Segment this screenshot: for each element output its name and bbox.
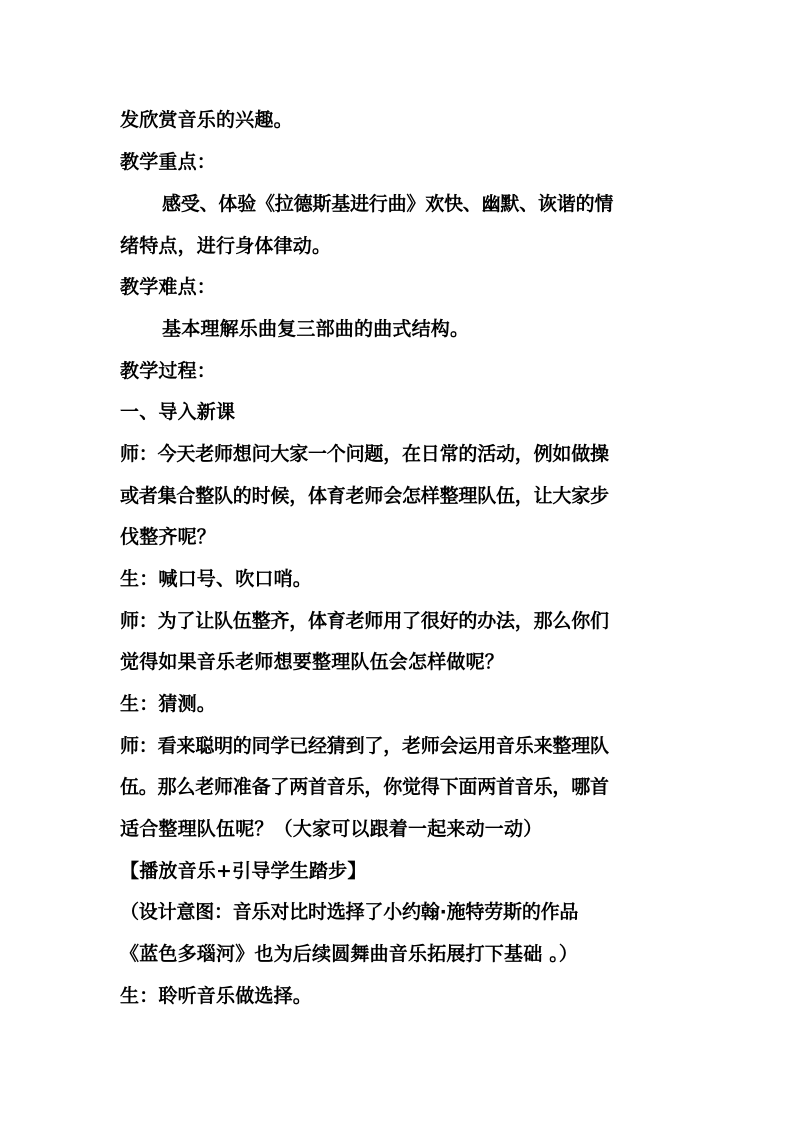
focus-paragraph-line-2: 绪特点，进行身体律动。 [120, 235, 332, 257]
student-answer-2: 生：猜测。 [120, 693, 217, 715]
heading-teaching-process: 教学过程： [120, 360, 217, 382]
design-intent-line-1: （设计意图：音乐对比时选择了小约翰·施特劳斯的作品 [120, 901, 579, 923]
teacher-music-line-1: 师：看来聪明的同学已经猜到了，老师会运用音乐来整理队 [120, 735, 609, 757]
teacher-music-line-2: 伍。那么老师准备了两首音乐，你觉得下面两首音乐，哪首 [120, 776, 609, 798]
teacher-statement-line-1: 师：为了让队伍整齐，体育老师用了很好的办法，那么你们 [120, 610, 609, 632]
student-answer-3: 生：聆听音乐做选择。 [120, 985, 313, 1007]
teacher-statement-line-2: 觉得如果音乐老师想要整理队伍会怎样做呢？ [120, 651, 505, 673]
intro-sentence-end: 发欣赏音乐的兴趣。 [120, 109, 293, 131]
teacher-question-line-2: 或者集合整队的时候，体育老师会怎样整理队伍，让大家步 [120, 485, 609, 507]
heading-teaching-difficulty: 教学难点： [120, 276, 217, 298]
design-intent-line-2: 《蓝色多瑙河》也为后续圆舞曲音乐拓展打下基础 。） [120, 943, 579, 965]
student-answer-1: 生：喊口号、吹口哨。 [120, 568, 313, 590]
heading-teaching-focus: 教学重点： [120, 151, 217, 173]
teacher-question-line-3: 伐整齐呢？ [120, 526, 217, 548]
teacher-question-line-1: 师：今天老师想问大家一个问题，在日常的活动，例如做操 [120, 443, 609, 465]
section-heading-introduction: 一、导入新课 [120, 401, 236, 423]
difficulty-paragraph: 基本理解乐曲复三部曲的曲式结构。 [162, 318, 470, 340]
focus-paragraph-line-1: 感受、体验《拉德斯基进行曲》欢快、幽默、诙谐的情 [162, 193, 614, 215]
teacher-music-line-3: 适合整理队伍呢？（大家可以跟着一起来动一动） [120, 818, 543, 840]
activity-note: 【播放音乐+引导学生踏步】 [120, 860, 367, 882]
